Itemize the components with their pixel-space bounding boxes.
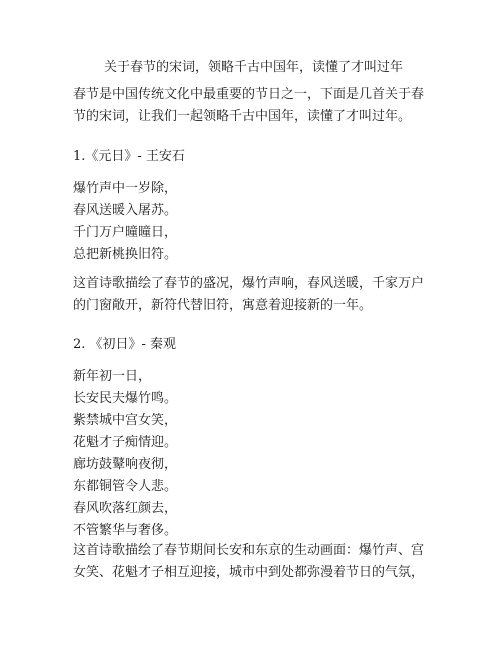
intro-paragraph — [73, 84, 445, 128]
intro-line: 节的宋词，让我们一起领略千古中国年，读懂了才叫过年。 — [73, 109, 412, 124]
commentary-line: 这首诗歌描绘了春节期间长安和东京的生动画面：爆竹声、宫 — [73, 543, 425, 558]
commentary-line: 女笑、花魁才子相互迎接，城市中到处都弥漫着节日的气氛， — [73, 565, 425, 580]
poem-2 — [73, 366, 177, 542]
poem-line: 春风吹落红颜去， — [73, 501, 178, 516]
poem-line: 长安民夫爆竹鸣。 — [73, 391, 178, 406]
poem-line: 总把新桃换旧符。 — [73, 247, 178, 262]
poem-line: 千门万户曈曈日， — [73, 225, 178, 240]
section-heading-1: 1.《元日》- 王安石 — [73, 149, 185, 164]
poem-line: 不管繁华与奢侈。 — [73, 523, 178, 538]
commentary-2 — [73, 540, 445, 584]
poem-line: 东都铜管令人悲。 — [73, 479, 178, 494]
poem-line: 新年初一日， — [73, 369, 152, 384]
commentary-line: 这首诗歌描绘了春节的盛况，爆竹声响，春风送暖，千家万户 — [73, 276, 425, 291]
section-heading-2: 2. 《初日》- 秦观 — [73, 337, 177, 352]
poem-line: 爆竹声中一岁除， — [73, 181, 178, 196]
poem-line: 春风送暖入屠苏。 — [73, 203, 178, 218]
poem-line: 廊坊鼓鼙响夜彻， — [73, 457, 178, 472]
commentary-1 — [73, 273, 445, 317]
document-title: 关于春节的宋词，领略千古中国年，读懂了才叫过年 — [104, 60, 404, 75]
intro-line: 春节是中国传统文化中最重要的节日之一，下面是几首关于春 — [73, 87, 425, 102]
poem-line: 花魁才子痴情迎。 — [73, 435, 178, 450]
poem-line: 紫禁城中宫女笑， — [73, 413, 178, 428]
commentary-line: 的门窗敞开，新符代替旧符，寓意着迎接新的一年。 — [73, 298, 373, 313]
poem-1 — [73, 178, 177, 266]
